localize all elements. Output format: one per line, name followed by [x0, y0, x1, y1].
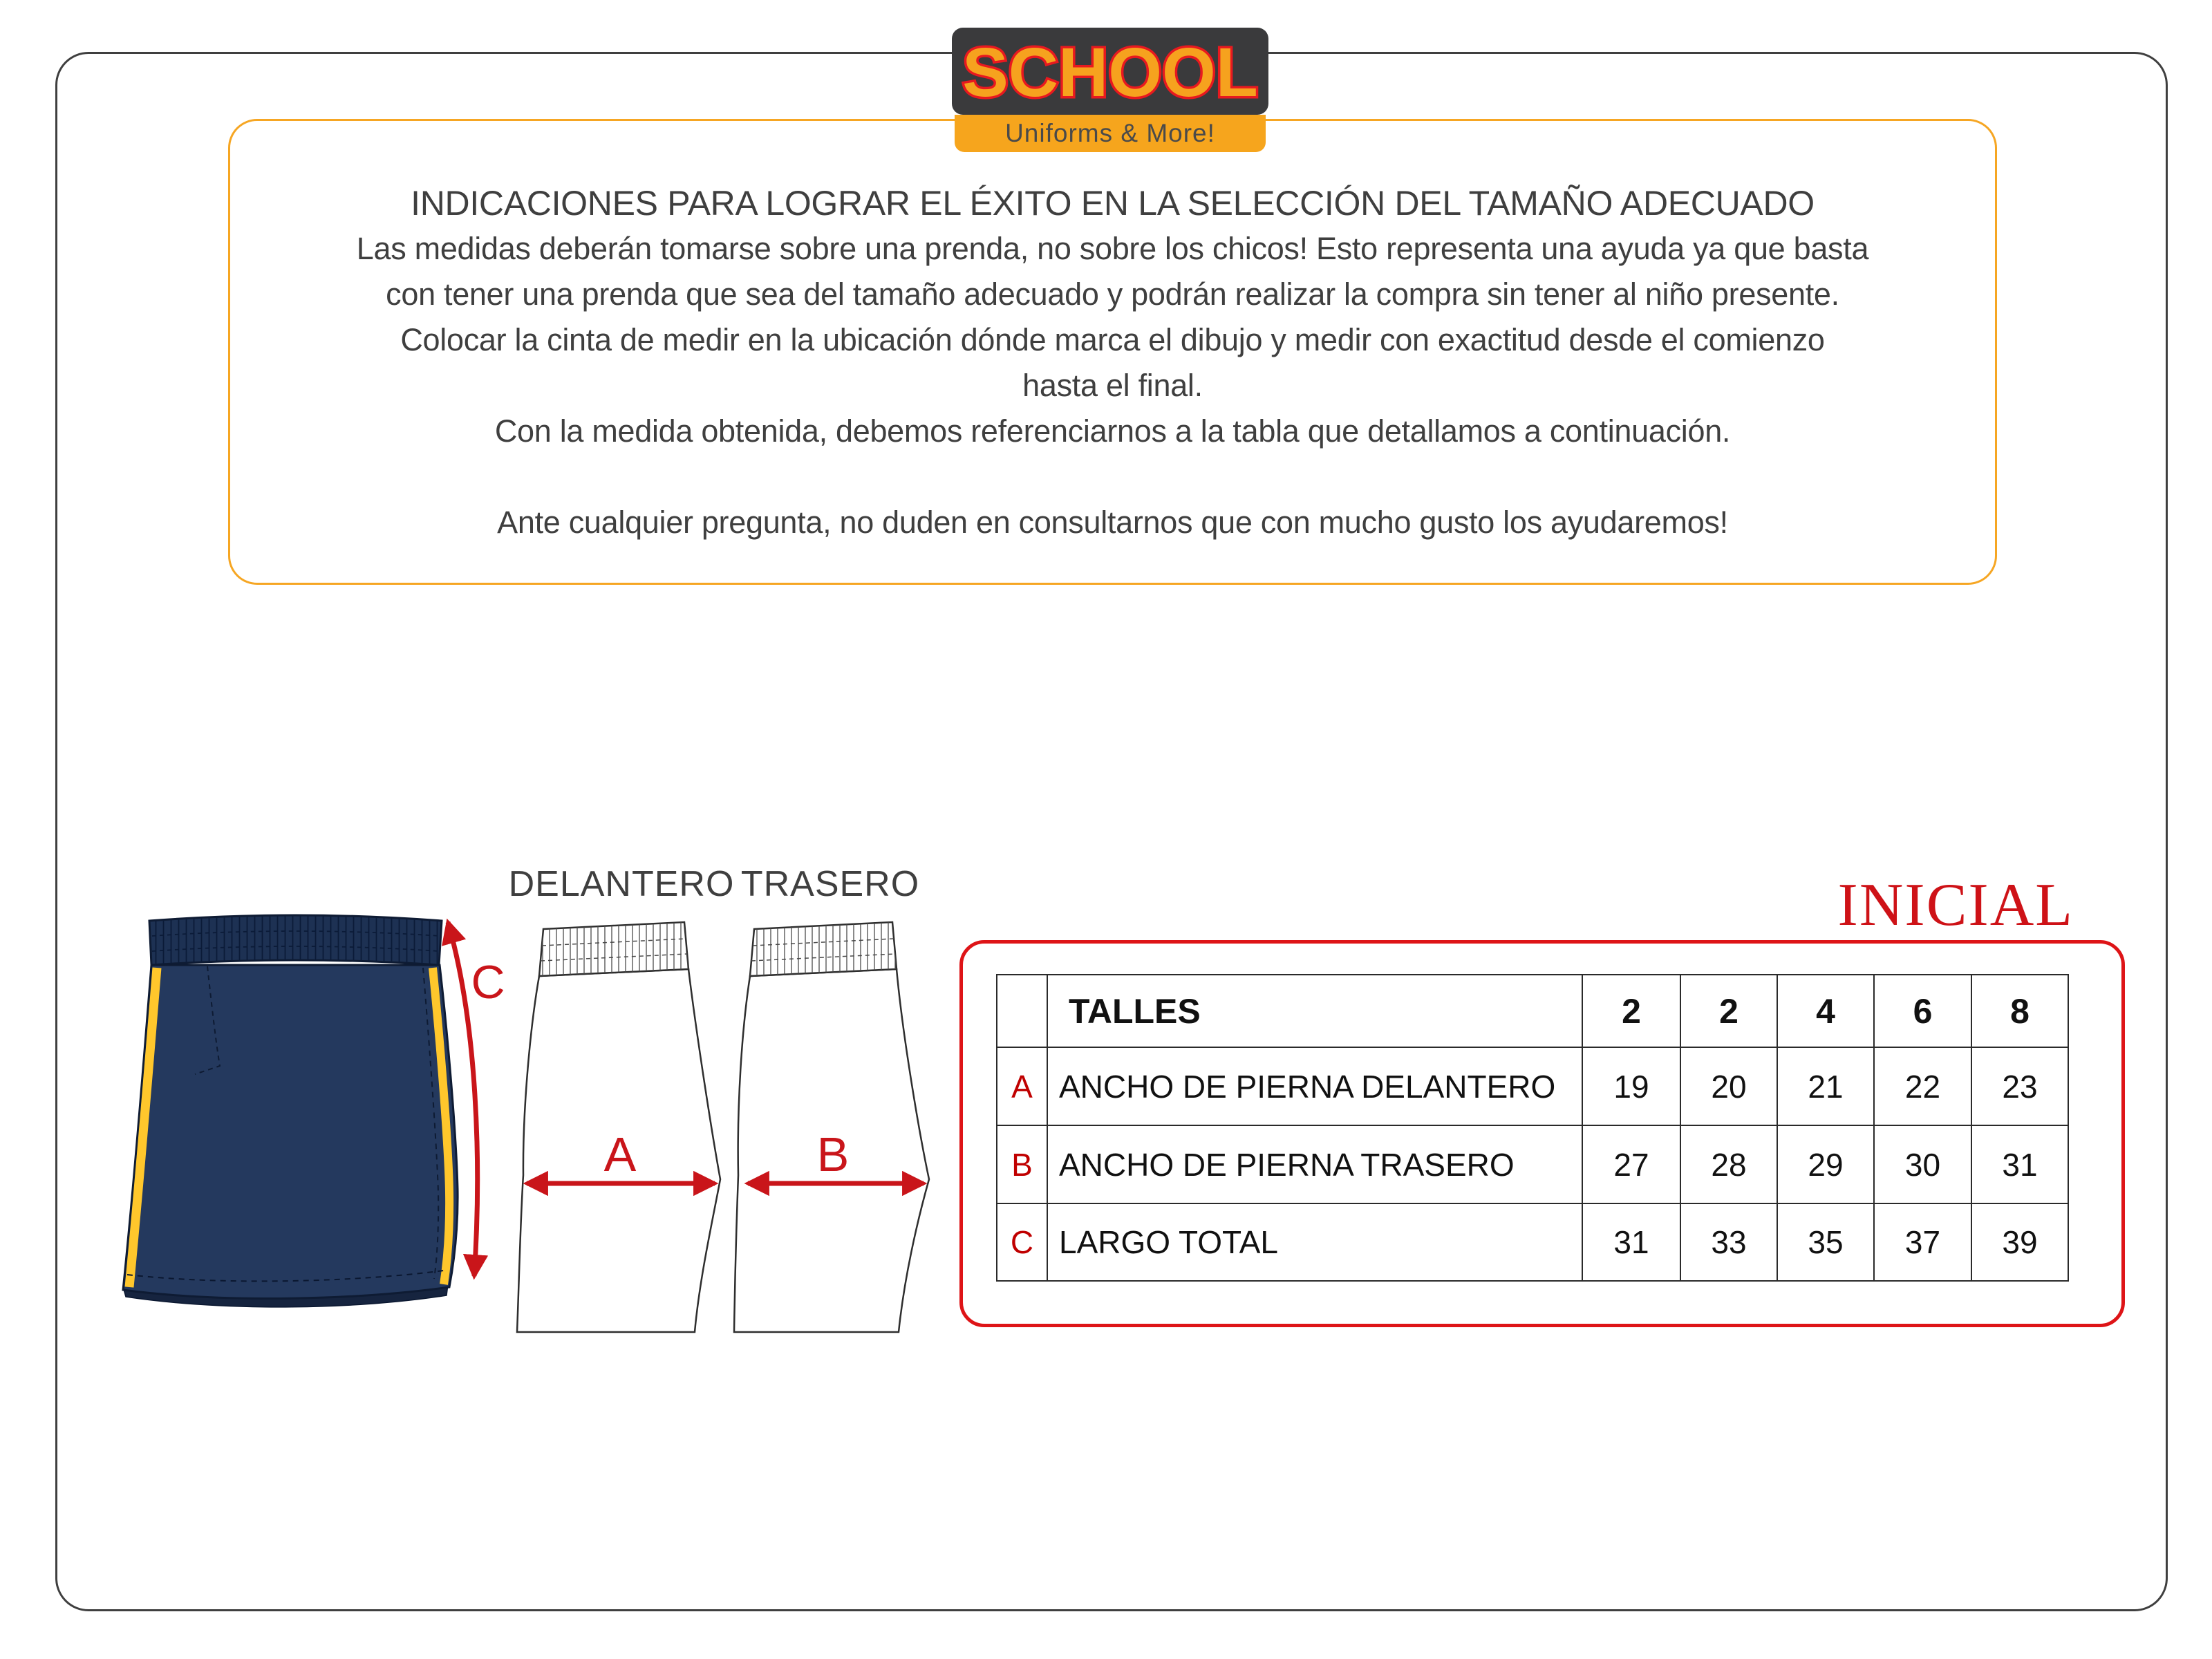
instructions-line: Con la medida obtenida, debemos referenciarnos a la tabla que detallamos a continuación. — [494, 413, 1731, 449]
back-piece-label: TRASERO — [740, 864, 920, 904]
row-value: 33 — [1680, 1203, 1777, 1281]
instructions-title: INDICACIONES PARA LOGRAR EL ÉXITO EN LA SELECCIÓN DEL TAMAÑO ADECUADO — [411, 184, 1815, 223]
row-value: 31 — [1582, 1203, 1680, 1281]
table-row — [997, 1203, 2068, 1281]
instructions-line: Las medidas deberán tomarse sobre una prenda, no sobre los chicos! Esto representa una ayuda ya que basta — [356, 231, 1869, 266]
row-value: 21 — [1777, 1047, 1874, 1125]
measurement-diagram — [90, 850, 968, 1389]
row-label: ANCHO DE PIERNA TRASERO — [1047, 1125, 1582, 1203]
logo-tagline-bar — [955, 115, 1266, 152]
row-letter: C — [997, 1203, 1047, 1281]
front-piece-waistband-ribbing — [539, 922, 688, 976]
size-header: 2 — [1582, 975, 1680, 1047]
instructions-line: con tener una prenda que sea del tamaño adecuado y podrán realizar la compra sin tener al niño presente. — [386, 276, 1839, 312]
logo-school-text: SCHOOL — [962, 34, 1258, 111]
measure-c-label: C — [471, 956, 505, 1009]
row-value: 27 — [1582, 1125, 1680, 1203]
back-pattern-piece — [734, 864, 929, 1332]
back-piece-waistband-ribbing — [750, 922, 897, 976]
row-value: 23 — [1971, 1047, 2068, 1125]
table-header-row — [997, 975, 2068, 1047]
row-label: LARGO TOTAL — [1047, 1203, 1582, 1281]
level-title: INICIAL — [1837, 872, 2074, 939]
row-value: 30 — [1874, 1125, 1971, 1203]
skirt-illustration — [123, 915, 458, 1307]
size-header: 8 — [1971, 975, 2068, 1047]
row-value: 19 — [1582, 1047, 1680, 1125]
row-value: 35 — [1777, 1203, 1874, 1281]
row-value: 28 — [1680, 1125, 1777, 1203]
instructions-box — [228, 119, 1997, 585]
skirt-body — [123, 965, 458, 1298]
logo-school-wordmark — [952, 28, 1268, 115]
row-label: ANCHO DE PIERNA DELANTERO — [1047, 1047, 1582, 1125]
row-value: 20 — [1680, 1047, 1777, 1125]
measure-a-label: A — [603, 1127, 637, 1181]
instructions-closing-line: Ante cualquier pregunta, no duden en consultarnos que con mucho gusto los ayudaremos! — [497, 505, 1728, 540]
row-letter: A — [997, 1047, 1047, 1125]
measure-b-label: B — [816, 1127, 850, 1181]
instructions-line: Colocar la cinta de medir en la ubicación dónde marca el dibujo y medir con exactitud desde el comienzo — [400, 322, 1825, 357]
size-header: 6 — [1874, 975, 1971, 1047]
row-value: 39 — [1971, 1203, 2068, 1281]
front-piece-label: DELANTERO — [508, 864, 735, 904]
table-row — [997, 1047, 2068, 1125]
corner-cell — [997, 975, 1047, 1047]
size-chart-table — [996, 974, 2069, 1282]
row-value: 22 — [1874, 1047, 1971, 1125]
school-logo — [952, 28, 1268, 152]
front-pattern-piece — [509, 864, 735, 1332]
instructions-line: hasta el final. — [1022, 368, 1203, 403]
table-row — [997, 1125, 2068, 1203]
skirt-waistband-ribbing — [149, 915, 442, 965]
row-value: 29 — [1777, 1125, 1874, 1203]
size-header: 4 — [1777, 975, 1874, 1047]
row-letter: B — [997, 1125, 1047, 1203]
talles-header: TALLES — [1047, 975, 1582, 1047]
row-value: 37 — [1874, 1203, 1971, 1281]
size-header: 2 — [1680, 975, 1777, 1047]
logo-tagline-text: Uniforms & More! — [1005, 119, 1215, 147]
row-value: 31 — [1971, 1125, 2068, 1203]
logo-dark-panel — [952, 28, 1268, 115]
